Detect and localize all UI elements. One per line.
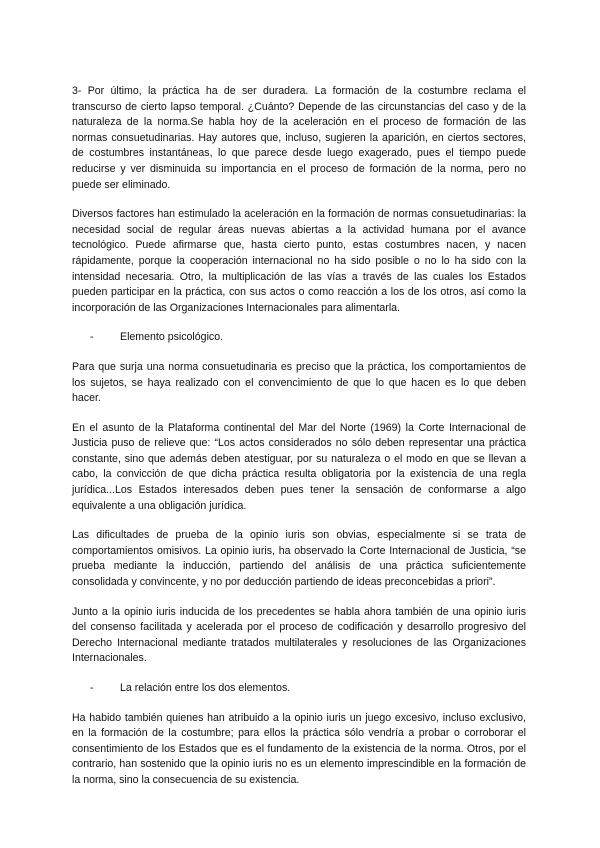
bullet-psychological-element — [72, 330, 526, 346]
paragraph-opinio-iuris-consensus: Junto a la opinio iuris inducida de los precedentes se habla ahora también de una opinio iuris del consenso facilitada y acelerada por el proceso de codificación y desarrollo progresivo del Derecho Internacional mediante tratados multilaterales y resoluciones de las Organizaciones Internacionales. — [72, 605, 526, 665]
bullet-relation-elements — [72, 681, 526, 697]
paragraph-opinio-iuris-role: Ha habido también quienes han atribuido a la opinio iuris un juego excesivo, incluso exclusivo, en la formación de la costumbre; para ellos la práctica sólo vendría a probar o corroborar el consentimiento de los Estados que es el fundamento de la existencia de la norma. Otros, por el contrario, han sostenido que la opinio iuris no es un elemento imprescindible en la formación de la norma, sino la consecuencia de su existencia. — [72, 711, 526, 786]
paragraph-customary-norm: Para que surja una norma consuetudinaria es preciso que la práctica, los comportamientos de los sujetos, se haya realizado con el convencimiento de que lo que hacen es lo que deben hacer. — [72, 360, 526, 405]
bullet-text: Elemento psicológico. — [120, 331, 224, 344]
bullet-text: La relación entre los dos elementos. — [120, 682, 291, 694]
bullet-marker: - — [90, 331, 94, 344]
paragraph-opinio-iuris-proof: Las dificultades de prueba de la opinio iuris son obvias, especialmente si se trata de comportamientos omisivos. La opinio iuris, ha observado la Corte Internacional de Justicia, “se prueba mediante la inducción, partiendo del análisis de una práctica suficientemente consolidada y convincente, y no por deducción partiendo de ideas preconcebidas a priori”. — [72, 529, 526, 589]
bullet-marker: - — [90, 682, 94, 694]
paragraph-acceleration-factors: Diversos factores han estimulado la aceleración en la formación de normas consuetudinarias: la necesidad social de regular áreas nuevas abiertas a la actividad humana por el avance tecnológico. Puede afirmarse que, hasta cierto punto, estas costumbres nacen, y nacen rápidamente, porque la cooperación internacional no ha sido posible o no lo ha sido con la intensidad necesaria. Otro, la multiplicación de las vías a través de las cuales los Estados pueden participar en la práctica, con sus actos o como reacción a los de los otros, así como la incorporación de las Organizaciones Internacionales para alimentarla. — [72, 208, 526, 314]
paragraph-duration: 3- Por último, la práctica ha de ser duradera. La formación de la costumbre reclama el transcurso de cierto lapso temporal. ¿Cuánto? Depende de las circunstancias del caso y de la naturaleza de la norma.Se habla hoy de la aceleración en el proceso de formación de las normas consuetudinarias. Hay autores que, incluso, sugieren la aparición, en ciertos sectores, de costumbres instantáneas, lo que parece desde luego exagerado, pues el tiempo puede reducirse y ver disminuida su importancia en el proceso de formación de la norma, pero no puede ser eliminado. — [72, 85, 526, 191]
document-body — [72, 84, 526, 803]
paragraph-north-sea-case: En el asunto de la Plataforma continental del Mar del Norte (1969) la Corte Internacional de Justicia puso de relieve que: “Los actos considerados no sólo deben representar una práctica constante, sino que además deben atestiguar, por su naturaleza o el modo en que se llevan a cabo, la convicción de que dicha práctica resulta obligatoria por la existencia de una regla jurídica...Los Estados interesados deben pues tener la sensación de conformarse a algo equivalente a una obligación jurídica. — [72, 421, 526, 512]
